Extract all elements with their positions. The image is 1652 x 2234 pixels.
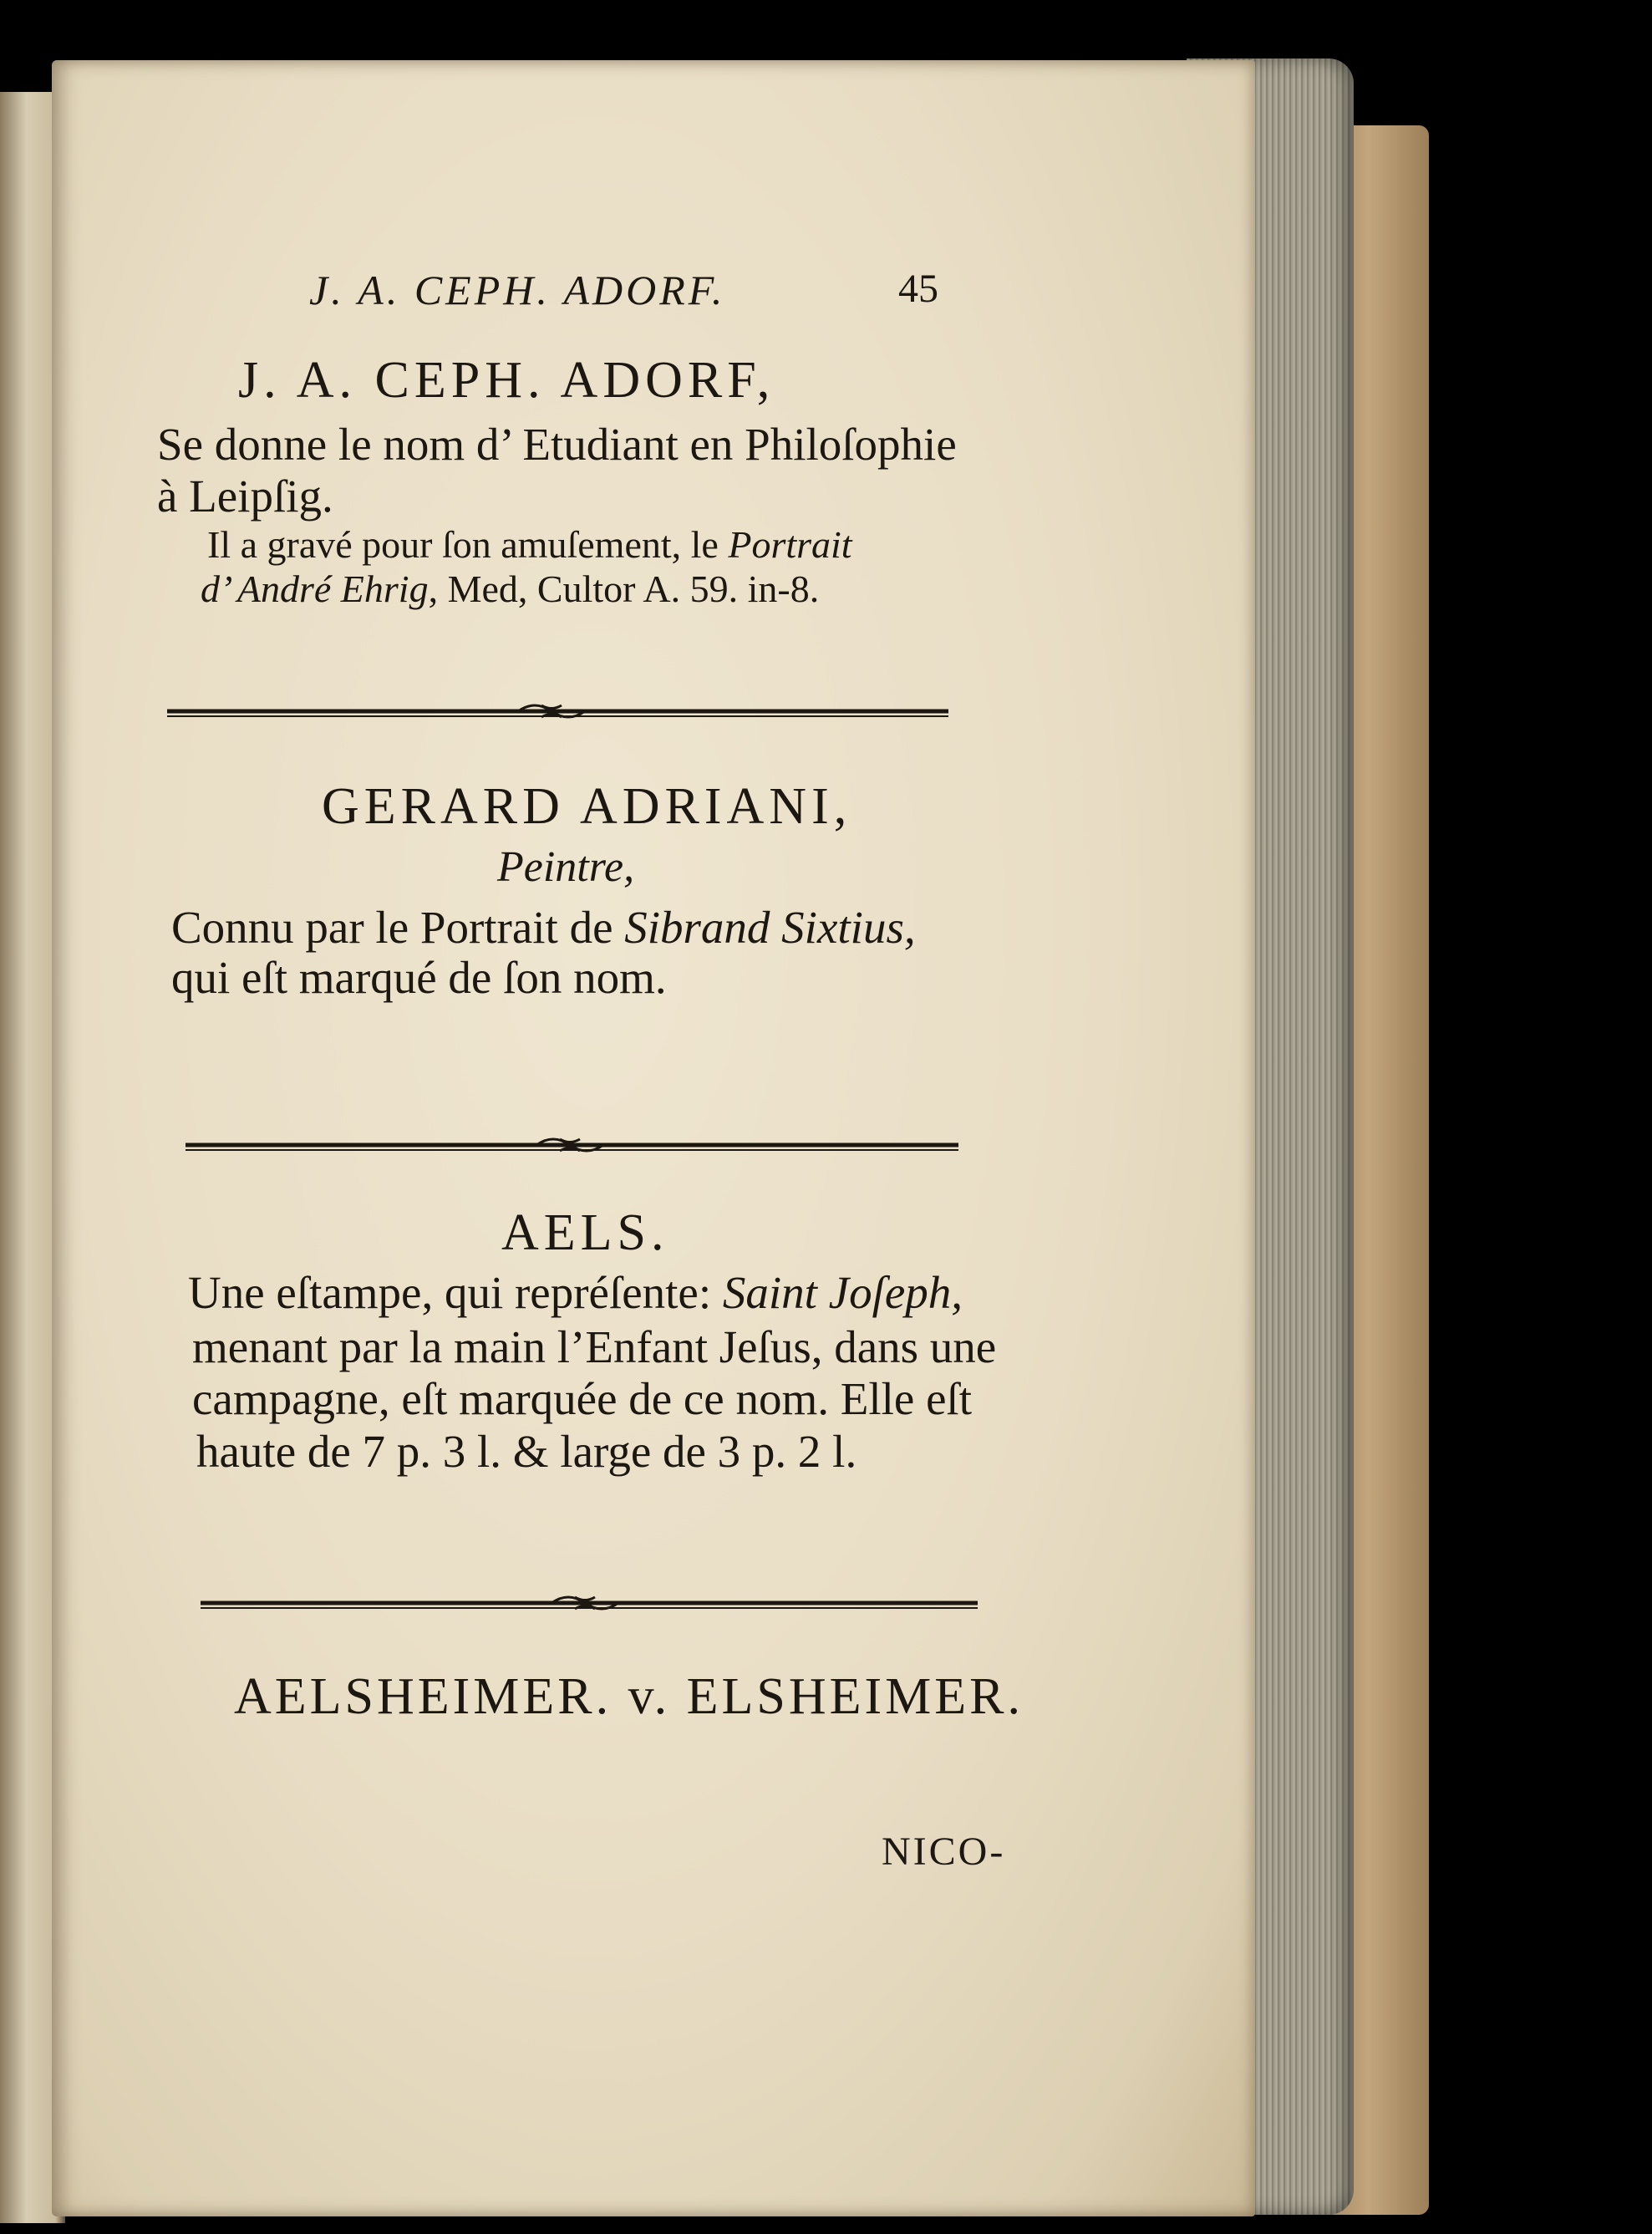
aels-line-1-italic: Saint Joſeph, (722, 1267, 963, 1318)
adriani-line-1-italic: Sibrand Sixtius, (624, 902, 916, 953)
entry-title-adriani: GERARD ADRIANI, (322, 778, 852, 835)
adriani-line-1 (171, 901, 916, 954)
aels-line-1-text: Une eſtampe, qui repréſente: (188, 1267, 723, 1318)
adorf-line-1: Se donne le nom d’ Etudiant en Philoſophie (157, 419, 957, 470)
adorf-line-3 (207, 522, 852, 567)
adriani-line-2: qui eſt marqué de ſon nom. (171, 952, 667, 1003)
running-head: J. A. CEPH. ADORF. (309, 267, 726, 313)
adorf-line-4-italic: d’ André Ehrig (201, 567, 429, 610)
ornamental-rule-3 (201, 1592, 978, 1614)
adorf-line-3-italic: Portrait (728, 523, 852, 566)
adorf-line-2: à Leipſig. (157, 471, 333, 522)
catchword: NICO- (882, 1829, 1006, 1874)
aels-line-3: campagne, eſt marquée de ce nom. Elle eſt (192, 1373, 973, 1424)
adorf-line-4 (201, 567, 819, 611)
ornamental-rule-2 (186, 1134, 958, 1156)
adorf-line-4-text: , Med, Cultor A. 59. in-8. (428, 567, 820, 610)
adriani-subtitle: Peintre, (497, 843, 635, 891)
entry-title-adorf: J. A. CEPH. ADORF, (238, 352, 775, 409)
aels-line-1 (188, 1266, 963, 1319)
aels-line-2: menant par la main l’Enfant Jeſus, dans une (192, 1321, 997, 1372)
page-number: 45 (898, 267, 938, 311)
entry-title-aels: AELS. (501, 1204, 669, 1261)
adriani-line-1-text: Connu par le Portrait de (171, 902, 625, 953)
adorf-line-3-text: Il a gravé pour ſon amuſement, le (207, 523, 729, 566)
entry-title-aelsheimer: AELSHEIMER. v. ELSHEIMER. (234, 1668, 1024, 1725)
ornamental-rule-1 (167, 700, 948, 722)
aels-line-4: haute de 7 p. 3 l. & large de 3 p. 2 l. (196, 1426, 857, 1477)
